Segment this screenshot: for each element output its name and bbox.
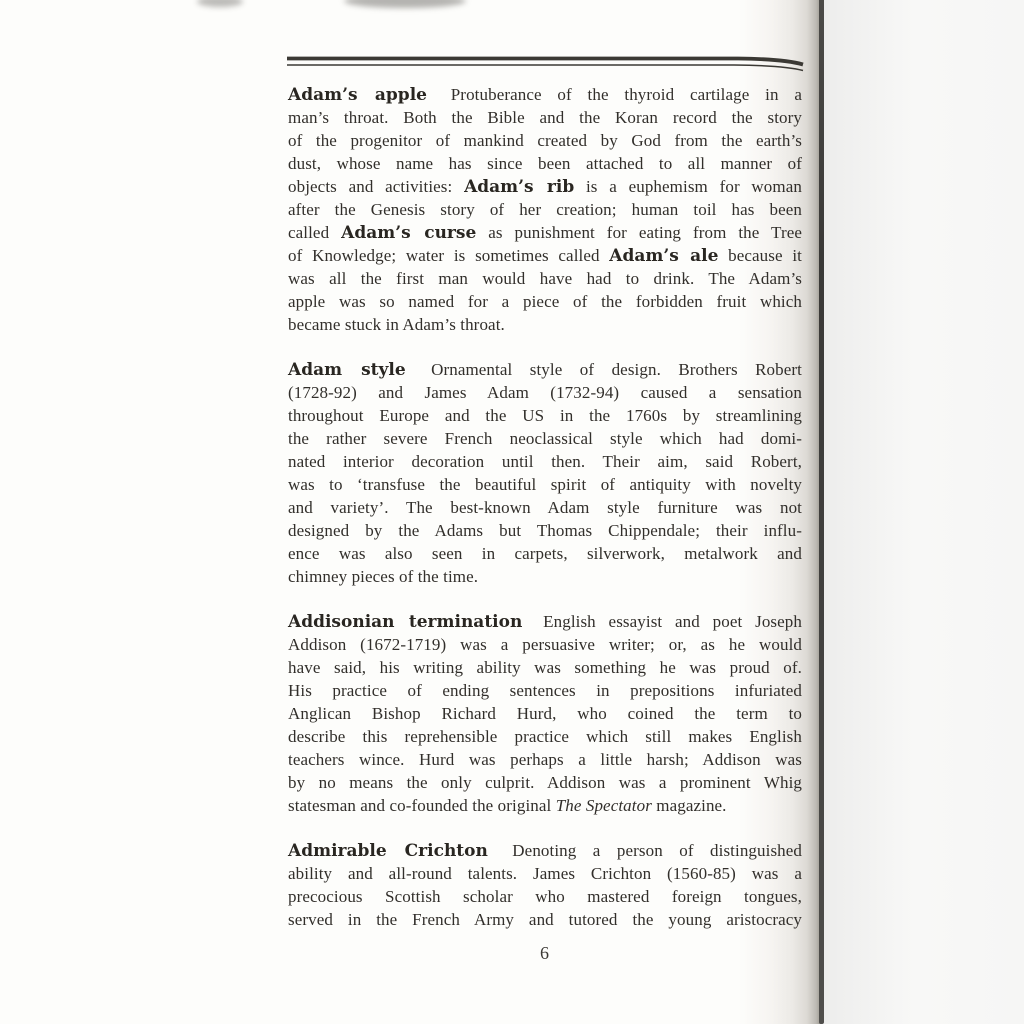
text-block — [288, 83, 802, 953]
text-segment: Adam’s ale — [609, 246, 719, 266]
text-line — [288, 313, 802, 336]
text-line — [288, 404, 802, 427]
text-segment: and variety’. The best-known Adam style furniture was not — [288, 498, 802, 517]
text-segment: Protuberance of the thyroid cartilage in a — [434, 85, 802, 104]
text-line — [288, 106, 802, 129]
text-line — [288, 862, 802, 885]
text-line — [288, 633, 802, 656]
text-line — [288, 725, 802, 748]
text-line — [288, 244, 802, 267]
header-double-rule — [286, 55, 806, 73]
text-segment: dust, whose name has since been attached to all manner of — [288, 154, 802, 173]
text-segment: objects and activities: — [288, 177, 465, 196]
text-segment: precocious Scottish scholar who mastered foreign tongues, — [288, 887, 802, 906]
text-segment: ability and all-round talents. James Crichton (1560-85) was a — [288, 864, 802, 883]
text-line — [288, 702, 802, 725]
text-segment: ence was also seen in carpets, silverwork, metalwork and — [288, 544, 802, 563]
dictionary-entry — [288, 610, 802, 817]
text-line — [288, 885, 802, 908]
text-line — [288, 748, 802, 771]
text-line — [288, 771, 802, 794]
text-segment: by no means the only culprit. Addison was a prominent Whig — [288, 773, 802, 792]
dictionary-entry — [288, 358, 802, 588]
text-segment: the rather severe French neoclassical style which had domi- — [288, 429, 802, 448]
text-line — [288, 610, 802, 633]
text-segment: describe this reprehensible practice which still makes English — [288, 727, 802, 746]
text-segment: have said, his writing ability was something he was proud of. — [288, 658, 802, 677]
text-segment: nated interior decoration until then. Their aim, said Robert, — [288, 452, 802, 471]
text-segment: is a euphemism for woman — [574, 177, 802, 196]
text-line — [288, 794, 802, 817]
text-line — [288, 908, 802, 931]
text-line — [288, 221, 802, 244]
text-segment: was to ‘transfuse the beautiful spirit of antiquity with novelty — [288, 475, 802, 494]
entry-term: Admirable Crichton — [288, 841, 488, 861]
text-segment: (1728-92) and James Adam (1732-94) caused a sensation — [288, 383, 802, 402]
text-segment: apple was so named for a piece of the forbidden fruit which — [288, 292, 802, 311]
text-line — [288, 198, 802, 221]
text-segment: English essayist and poet Joseph — [530, 612, 802, 631]
text-segment: called — [288, 223, 342, 242]
text-line — [288, 129, 802, 152]
dictionary-entry — [288, 83, 802, 336]
text-segment: because it — [718, 246, 802, 265]
text-line — [288, 473, 802, 496]
text-line — [288, 427, 802, 450]
text-line — [288, 358, 802, 381]
text-segment: man’s throat. Both the Bible and the Koran record the story — [288, 108, 802, 127]
text-segment: teachers wince. Hurd was perhaps a little harsh; Addison was — [288, 750, 802, 769]
text-line — [288, 290, 802, 313]
text-line — [288, 381, 802, 404]
text-line — [288, 656, 802, 679]
page-number: 6 — [540, 943, 550, 963]
text-segment: Anglican Bishop Richard Hurd, who coined the term to — [288, 704, 802, 723]
entry-term: Adam’s apple — [288, 85, 427, 105]
text-line — [288, 267, 802, 290]
text-line — [288, 839, 802, 862]
text-segment: His practice of ending sentences in prepositions infuriated — [288, 681, 802, 700]
text-segment: designed by the Adams but Thomas Chippendale; their influ- — [288, 521, 802, 540]
text-segment: magazine. — [651, 796, 727, 815]
text-segment: Adam’s rib — [464, 177, 575, 197]
text-segment: became stuck in Adam’s throat. — [288, 315, 505, 334]
text-segment: Addison (1672-1719) was a persuasive writer; or, as he would — [288, 635, 802, 654]
text-segment: served in the French Army and tutored the young aristocracy — [288, 910, 802, 929]
text-segment: after the Genesis story of her creation; human toil has been — [288, 200, 802, 219]
scan-background — [824, 0, 1024, 1024]
text-line — [288, 679, 802, 702]
text-line — [288, 450, 802, 473]
text-segment: of the progenitor of mankind created by God from the earth’s — [288, 131, 802, 150]
text-segment: as punishment for eating from the Tree — [476, 223, 802, 242]
text-segment: chimney pieces of the time. — [288, 567, 479, 586]
entry-term: Adam style — [288, 360, 406, 380]
text-segment: The Spectator — [555, 796, 652, 815]
text-segment: Ornamental style of design. Brothers Robert — [413, 360, 802, 379]
text-line — [288, 496, 802, 519]
text-line — [288, 152, 802, 175]
text-segment: of Knowledge; water is sometimes called — [288, 246, 610, 265]
text-line — [288, 542, 802, 565]
entry-term: Addisonian termination — [288, 612, 523, 632]
dictionary-entry — [288, 839, 802, 931]
text-segment: was all the first man would have had to drink. The Adam’s — [288, 269, 802, 288]
text-line — [288, 565, 802, 588]
text-segment: Denoting a person of distinguished — [495, 841, 803, 860]
text-line — [288, 175, 802, 198]
text-line — [288, 519, 802, 542]
text-segment: Adam’s curse — [341, 223, 477, 243]
text-line — [288, 83, 802, 106]
text-segment: throughout Europe and the US in the 1760s by streamlining — [288, 406, 802, 425]
text-segment: statesman and co-founded the original — [288, 796, 556, 815]
